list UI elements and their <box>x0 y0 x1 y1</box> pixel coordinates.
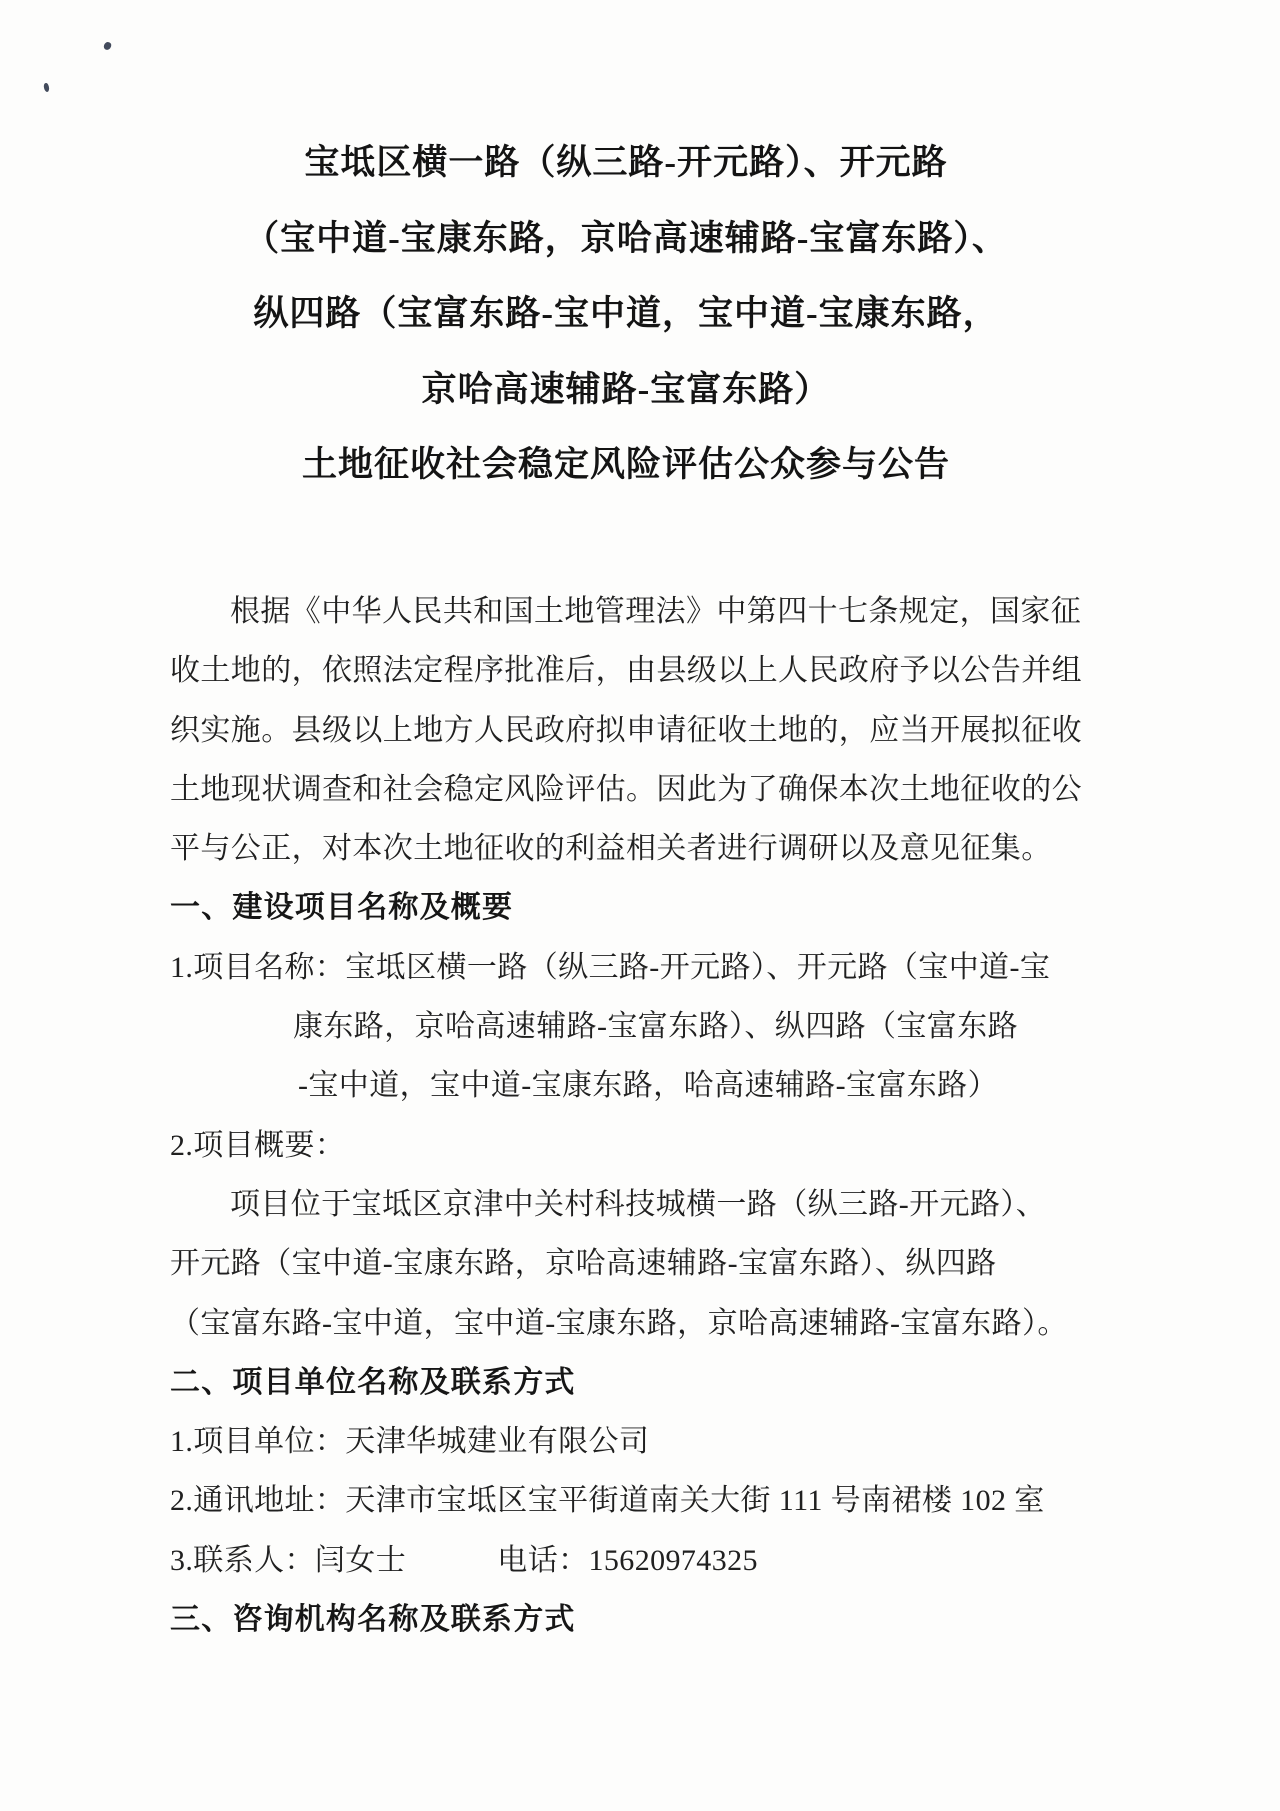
paragraph-line: （宝富东路-宝中道，宝中道-宝康东路，京哈高速辅路-宝富东路）。 <box>170 1306 1068 1340</box>
contact-line: 3.联系人：闫女士 电话：15620974325 <box>170 1543 758 1577</box>
section-heading-1: 一、建设项目名称及概要 <box>170 891 514 925</box>
section-heading-2: 二、项目单位名称及联系方式 <box>170 1365 576 1399</box>
title-line: （宝中道-宝康东路，京哈高速辅路-宝富东路）、 <box>244 218 1008 258</box>
document-body <box>170 582 1090 1649</box>
scan-artifact-speck <box>43 83 50 93</box>
paragraph-line: 平与公正，对本次土地征收的利益相关者进行调研以及意见征集。 <box>170 832 1052 866</box>
project-summary-label: 2.项目概要： <box>170 1128 346 1162</box>
section-heading-3: 三、咨询机构名称及联系方式 <box>170 1603 576 1637</box>
project-name-line: 康东路，京哈高速辅路-宝富东路）、纵四路（宝富东路 <box>293 1010 1018 1044</box>
paragraph-line: 项目位于宝坻区京津中关村科技城横一路（纵三路-开元路）、 <box>230 1187 1047 1221</box>
title-line: 土地征收社会稳定风险评估公众参与公告 <box>301 445 950 484</box>
address-line: 2.通讯地址：天津市宝坻区宝平街道南关大街 111 号南裙楼 102 室 <box>170 1484 1045 1518</box>
paragraph-line: 织实施。县级以上地方人民政府拟申请征收土地的，应当开展拟征收 <box>170 713 1082 747</box>
paragraph-line: 土地现状调查和社会稳定风险评估。因此为了确保本次土地征收的公 <box>170 772 1082 806</box>
paragraph-line: 收土地的，依照法定程序批准后，由县级以上人民政府予以公告并组 <box>170 654 1082 688</box>
project-name-line: -宝中道，宝中道-宝康东路，哈高速辅路-宝富东路） <box>298 1069 998 1103</box>
title-line: 宝坻区横一路（纵三路-开元路）、开元路 <box>304 143 948 182</box>
scan-artifact-speck <box>103 41 112 51</box>
project-name-line: 1.项目名称：宝坻区横一路（纵三路-开元路）、开元路（宝中道-宝 <box>170 950 1051 984</box>
paragraph-line: 根据《中华人民共和国土地管理法》中第四十七条规定，国家征 <box>230 595 1082 628</box>
document-title <box>170 125 1082 503</box>
project-unit-line: 1.项目单位：天津华城建业有限公司 <box>170 1425 650 1459</box>
title-line: 纵四路（宝富东路-宝中道，宝中道-宝康东路， <box>253 294 999 333</box>
paragraph-line: 开元路（宝中道-宝康东路，京哈高速辅路-宝富东路）、纵四路 <box>170 1247 997 1281</box>
title-line: 京哈高速辅路-宝富东路） <box>421 369 831 409</box>
